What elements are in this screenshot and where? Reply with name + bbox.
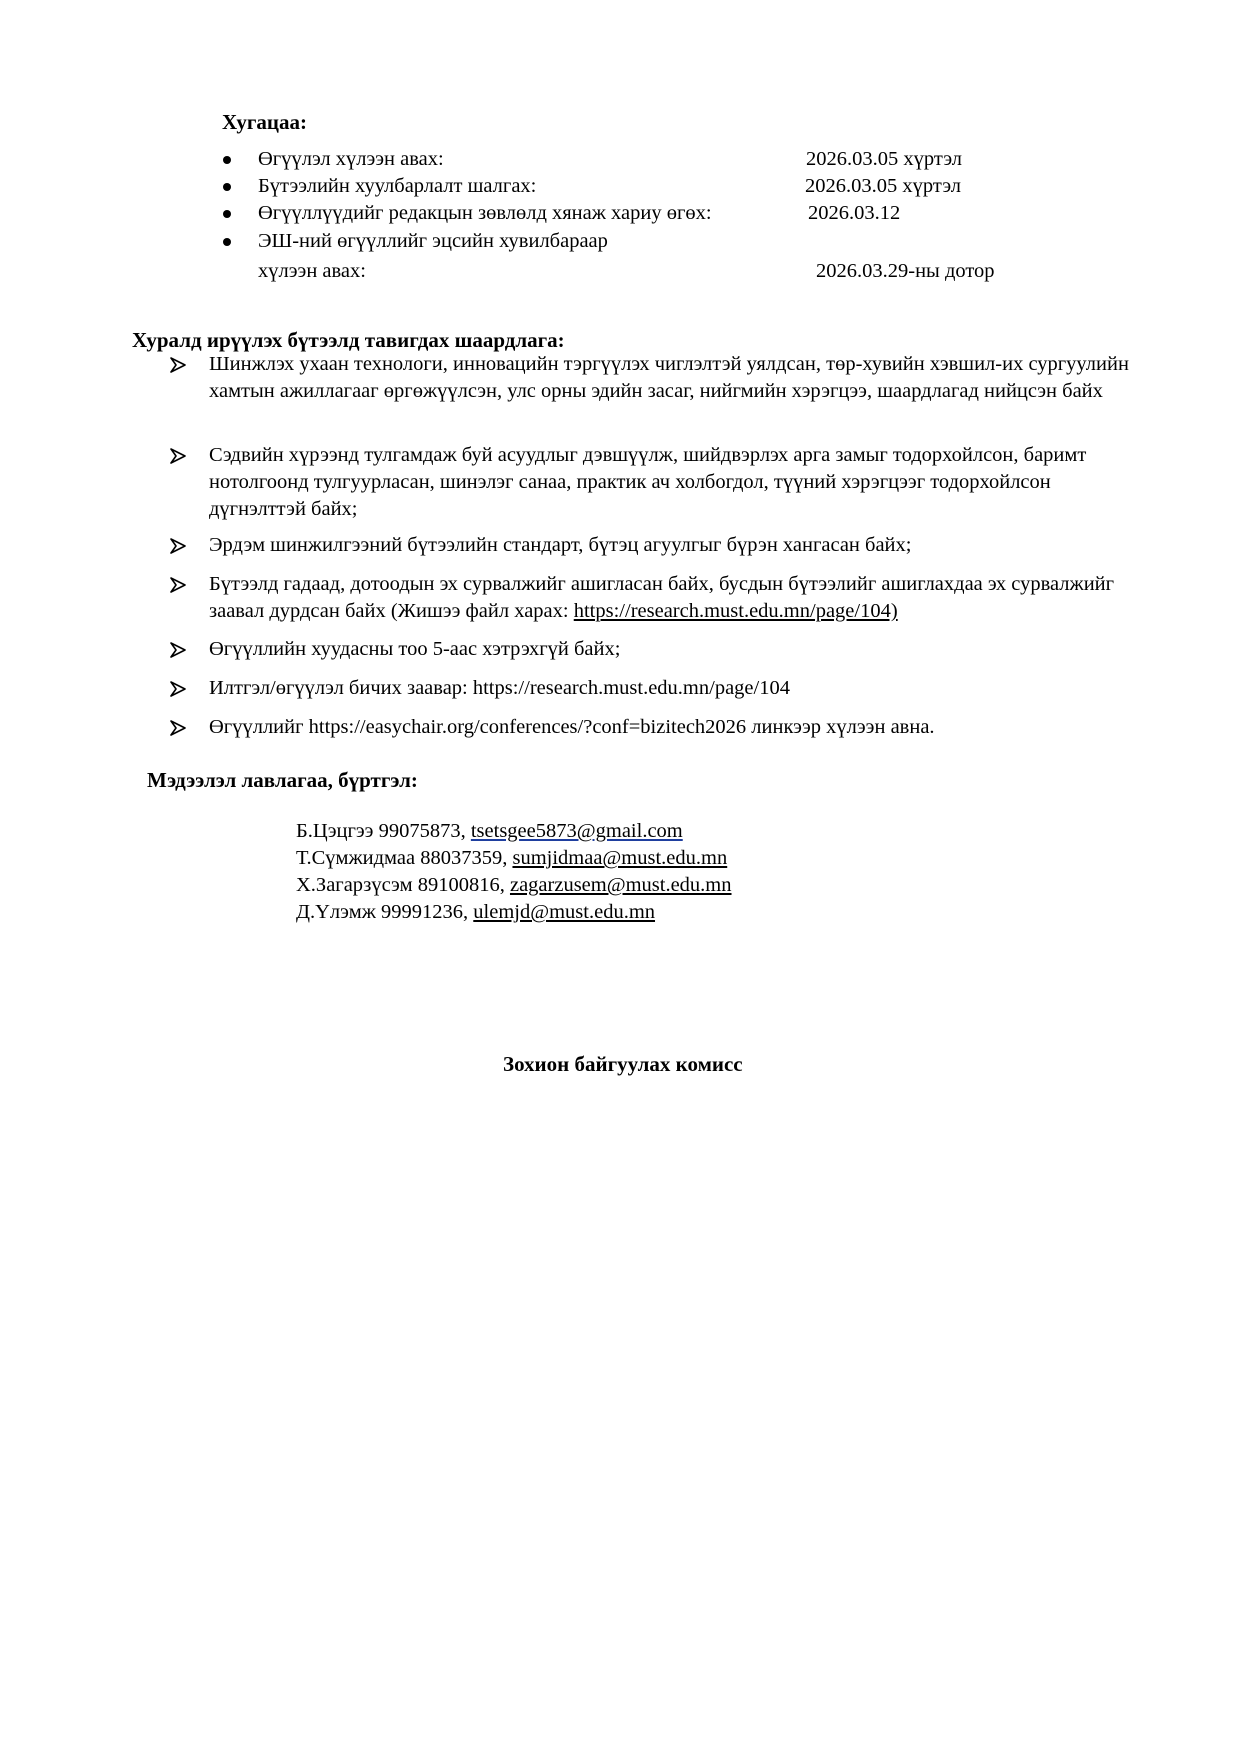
deadline-label: хүлээн авах: <box>258 260 366 282</box>
requirement-item: Эрдэм шинжилгээний бүтээлийн стандарт, бүтэц агуулгыг бүрэн хангасан байх; <box>209 534 912 556</box>
contact-name-phone: Д.Үлэмж 99991236, <box>296 901 474 923</box>
arrow-bullet-icon <box>170 642 186 658</box>
bullet-dot-icon <box>223 183 231 191</box>
bullet-dot-icon <box>223 210 231 218</box>
contact-row <box>296 818 683 845</box>
requirements-heading: Хуралд ирүүлэх бүтээлд тавигдах шаардлага: <box>132 328 565 352</box>
deadline-date: 2026.03.05 хүртэл <box>805 175 961 197</box>
requirement-item: Өгүүллийн хуудасны тоо 5-аас хэтрэхгүй байх; <box>209 638 621 660</box>
organizing-committee-signature: Зохион байгуулах комисс <box>503 1052 743 1076</box>
arrow-bullet-icon <box>170 720 186 736</box>
deadlines-heading: Хугацаа: <box>222 110 307 134</box>
contact-row <box>296 872 732 899</box>
contacts-heading: Мэдээлэл лавлагаа, бүртгэл: <box>147 768 418 792</box>
arrow-bullet-icon <box>170 538 186 554</box>
bullet-dot-icon <box>223 238 231 246</box>
deadline-label: Өгүүлэл хүлээн авах: <box>258 148 444 170</box>
requirement-item <box>209 571 1139 625</box>
contact-email-link[interactable]: tsetsgee5873@gmail.com <box>470 820 683 842</box>
contact-row <box>296 899 655 926</box>
requirement-item: Шинжлэх ухаан технологи, инновацийн тэргүүлэх чиглэлтэй уялдсан, төр-хувийн хэвшил-их сургуулийн хамтын ажиллагааг өргөжүүлсэн, улс орны эдийн засаг, нийгмийн хэрэгцээ, шаардлагад нийцсэн байх <box>209 353 1129 402</box>
arrow-bullet-icon <box>170 357 186 373</box>
deadline-date: 2026.03.12 <box>808 202 901 224</box>
example-file-link[interactable]: https://research.must.edu.mn/page/104) <box>573 600 898 622</box>
arrow-bullet-icon <box>170 681 186 697</box>
bullet-dot-icon <box>223 156 231 164</box>
arrow-bullet-icon <box>170 577 186 593</box>
contact-name-phone: Б.Цэцгээ 99075873, <box>296 820 471 842</box>
deadline-date: 2026.03.29-ны дотор <box>816 260 995 282</box>
contact-row <box>296 845 727 872</box>
contact-email-link[interactable]: ulemjd@must.edu.mn <box>473 901 656 923</box>
contact-email-link[interactable]: zagarzusem@must.edu.mn <box>509 874 732 896</box>
contact-name-phone: Х.Загарзүсэм 89100816, <box>296 874 510 896</box>
deadline-label: Бүтээлийн хуулбарлалт шалгах: <box>258 175 537 197</box>
deadline-date: 2026.03.05 хүртэл <box>806 148 962 170</box>
deadline-label: ЭШ-ний өгүүллийг эцсийн хувилбараар <box>258 230 608 252</box>
contact-email-link[interactable]: sumjidmaa@must.edu.mn <box>512 847 728 869</box>
deadline-label: Өгүүллүүдийг редакцын зөвлөлд хянаж хариу өгөх: <box>258 202 712 224</box>
requirement-text: Бүтээлд гадаад, дотоодын эх сурвалжийг ашигласан байх, бусдын бүтээлийг ашиглахдаа эх сурвалжийг заавал дурдсан байх (Жишээ файл харах: <box>209 573 1115 622</box>
requirement-item: Сэдвийн хүрээнд тулгамдаж буй асуудлыг дэвшүүлж, шийдвэрлэх арга замыг тодорхойлсон, баримт нотолгоонд тулгуурласан, шинэлэг санаа, практик ач холбогдол, түүний хэрэгцээг тодорхойлсон дүгнэлттэй байх; <box>209 444 1087 520</box>
requirement-item: Илтгэл/өгүүлэл бичих заавар: https://research.must.edu.mn/page/104 <box>209 677 790 699</box>
requirement-item: Өгүүллийг https://easychair.org/conferences/?conf=bizitech2026 линкээр хүлээн авна. <box>209 716 935 738</box>
arrow-bullet-icon <box>170 448 186 464</box>
contact-name-phone: Т.Сүмжидмаа 88037359, <box>296 847 513 869</box>
